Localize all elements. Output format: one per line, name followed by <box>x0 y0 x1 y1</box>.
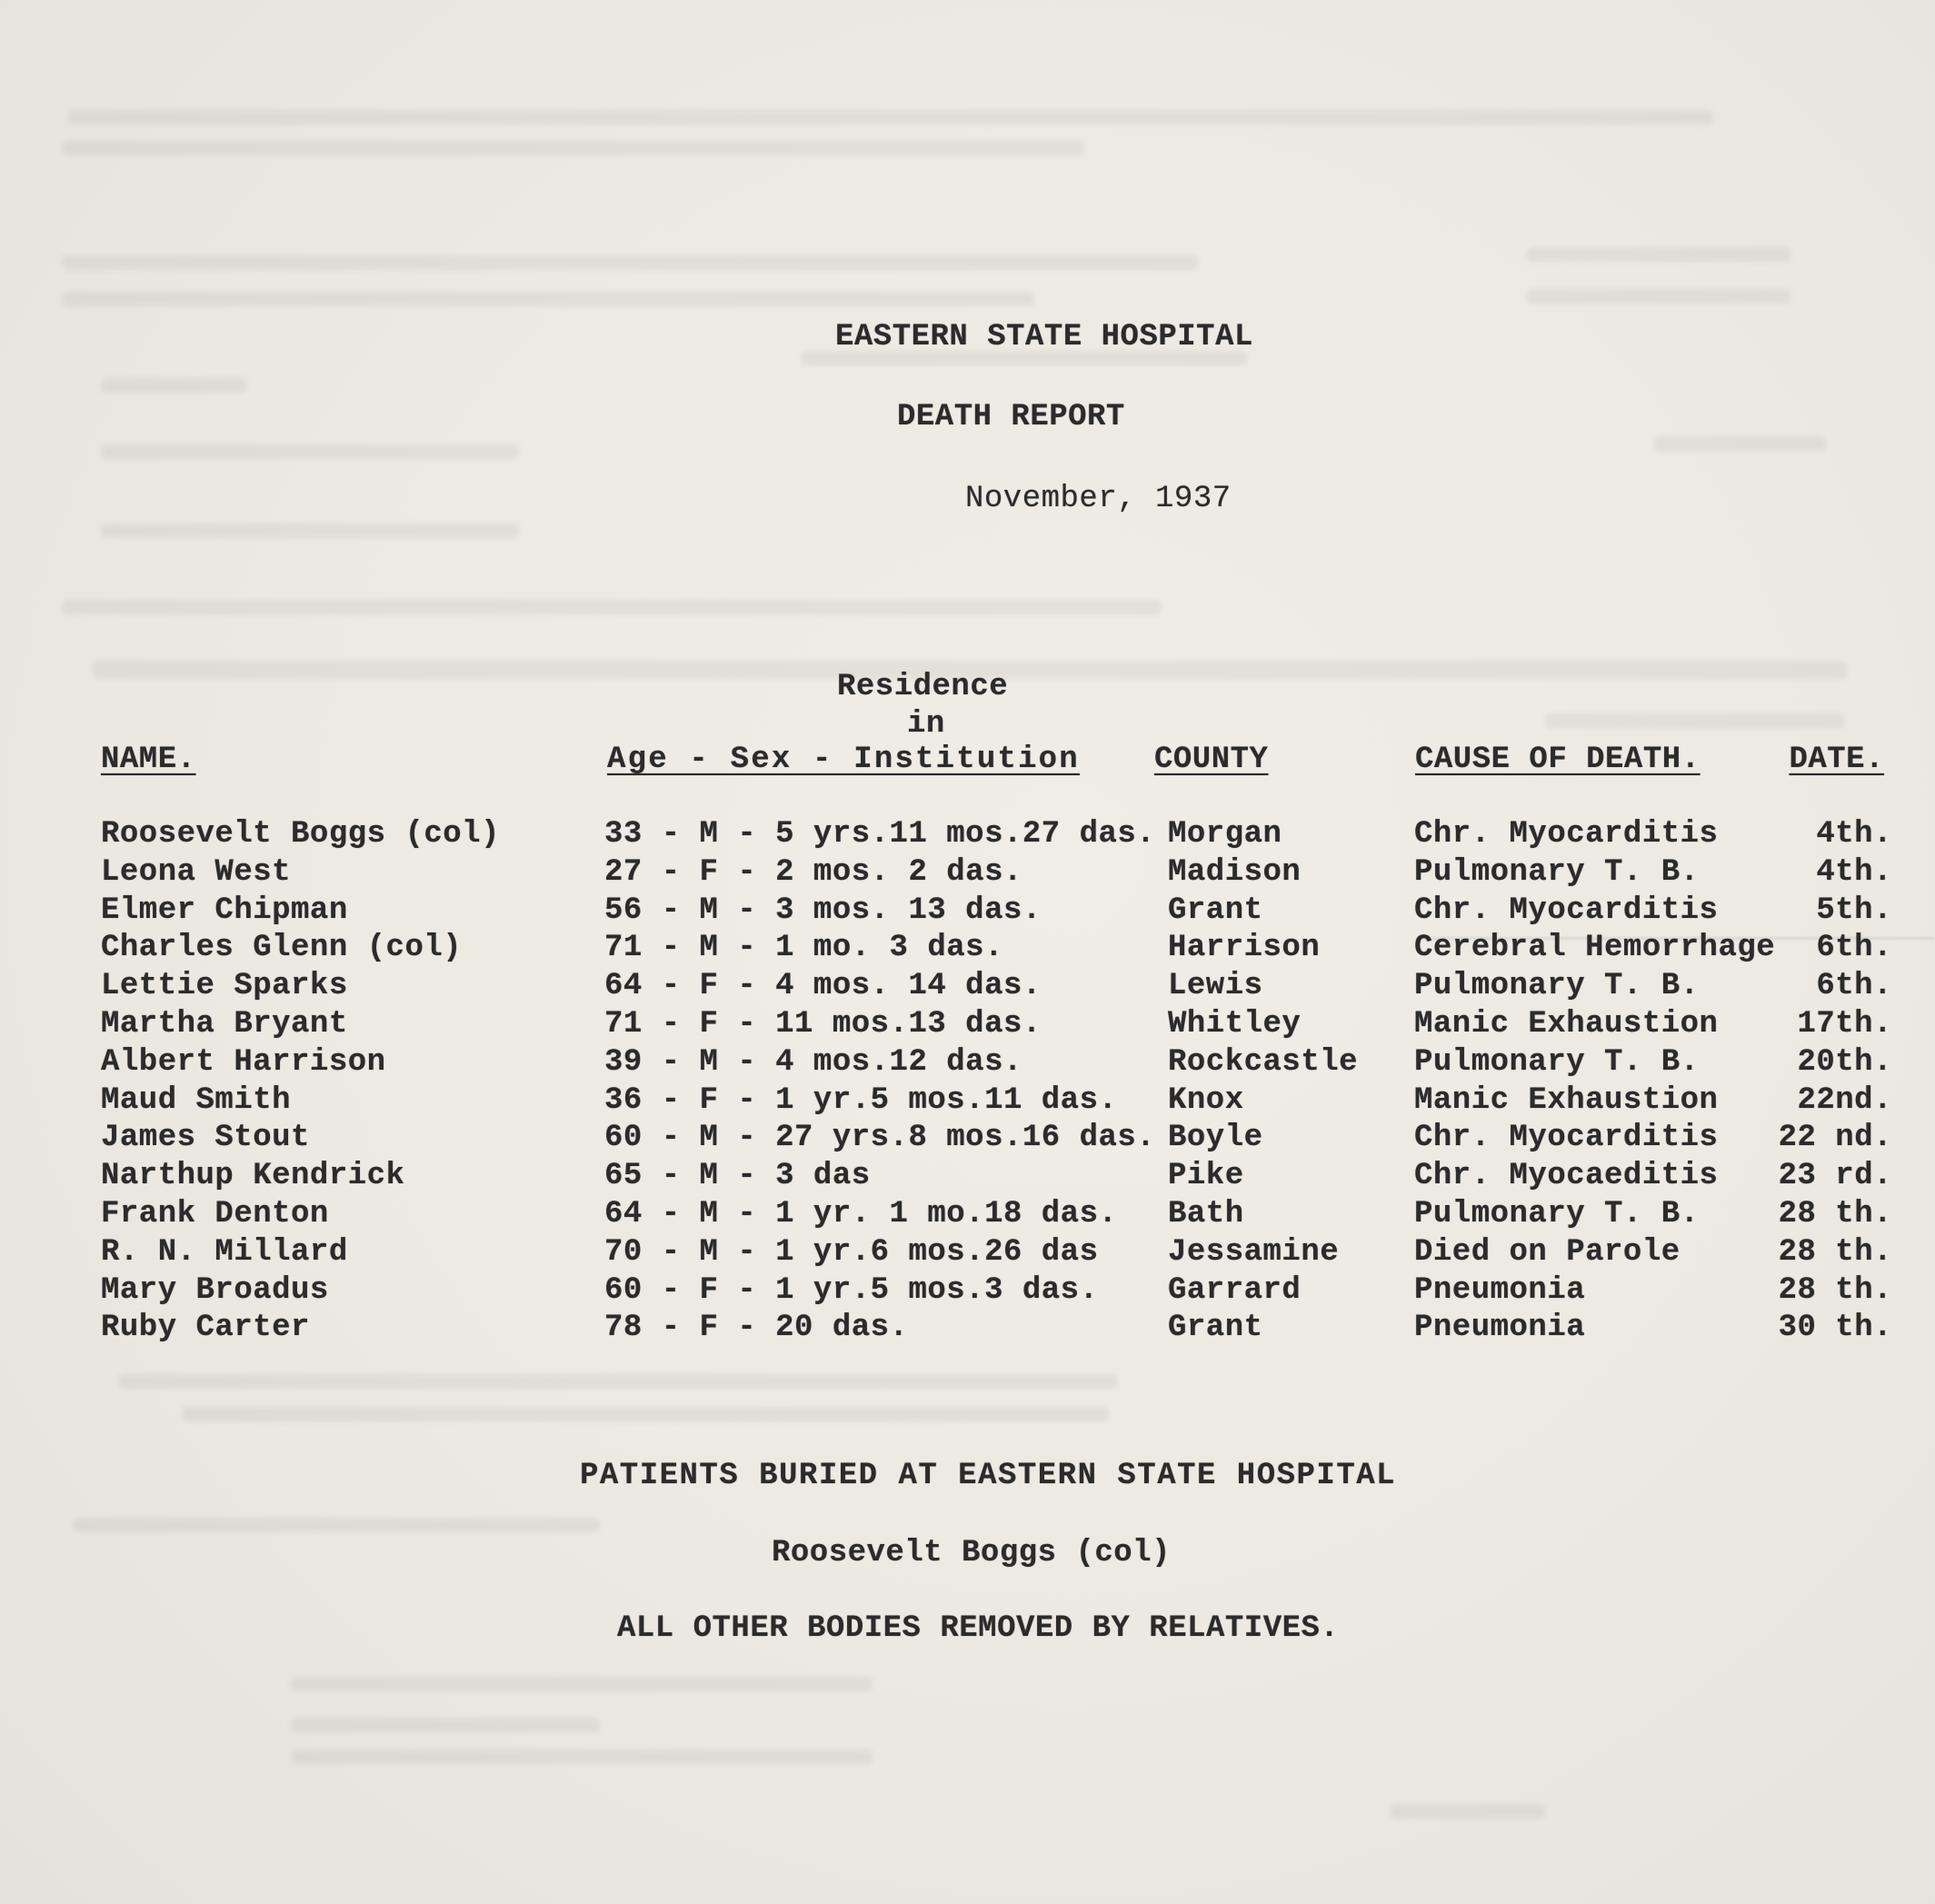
buried-heading: PATIENTS BURIED AT EASTERN STATE HOSPITAL <box>580 1459 1397 1493</box>
bleed-through-text <box>68 110 1713 125</box>
table-row <box>0 892 1935 930</box>
table-row <box>0 853 1935 892</box>
age-sex-residence: 64 - M - 1 yr. 1 mo.18 das. <box>604 1196 1118 1231</box>
patient-name: Albert Harrison <box>101 1044 386 1080</box>
date-of-death: 6th. <box>1816 931 1892 966</box>
county: Morgan <box>1168 817 1282 852</box>
date-of-death: 4th. <box>1816 817 1892 852</box>
date-of-death: 4th. <box>1816 854 1892 890</box>
buried-patient-name: Roosevelt Boggs (col) <box>772 1536 1171 1570</box>
age-sex-residence: 71 - F - 11 mos.13 das. <box>604 1006 1042 1042</box>
age-sex-residence: 27 - F - 2 mos. 2 das. <box>604 854 1022 890</box>
date-of-death: 28 th. <box>1778 1234 1892 1270</box>
bleed-through-text <box>182 1407 1109 1421</box>
date-of-death: 22nd. <box>1797 1082 1892 1118</box>
bleed-through-text <box>291 1718 600 1732</box>
county: Bath <box>1168 1196 1244 1231</box>
county: Pike <box>1168 1159 1244 1194</box>
header-age-sex-institution: Age - Sex - Institution <box>607 743 1080 777</box>
age-sex-residence: 65 - M - 3 das <box>604 1159 871 1194</box>
patient-name: Maud Smith <box>101 1082 292 1118</box>
table-row <box>0 1005 1935 1043</box>
bleed-through-text <box>73 1518 600 1532</box>
cause-of-death: Pneumonia <box>1414 1272 1586 1308</box>
cause-of-death: Chr. Myocarditis <box>1414 1121 1719 1156</box>
table-row <box>0 1043 1935 1082</box>
bleed-through-text <box>1654 436 1827 451</box>
header-cause-of-death: CAUSE OF DEATH. <box>1415 743 1701 777</box>
age-sex-residence: 70 - M - 1 yr.6 mos.26 das <box>604 1234 1099 1270</box>
bleed-through-text <box>291 1749 873 1764</box>
cause-of-death: Pulmonary T. B. <box>1414 969 1700 1004</box>
date-of-death: 30 th. <box>1778 1311 1892 1346</box>
date-of-death: 6th. <box>1816 969 1892 1004</box>
report-period: November, 1937 <box>965 482 1232 516</box>
age-sex-residence: 36 - F - 1 yr.5 mos.11 das. <box>604 1082 1118 1118</box>
removed-by-relatives-note: ALL OTHER BODIES REMOVED BY RELATIVES. <box>617 1611 1340 1646</box>
death-report-table <box>0 815 1935 1347</box>
header-county: COUNTY <box>1154 743 1269 777</box>
bleed-through-text <box>62 292 1034 306</box>
date-of-death: 28 th. <box>1778 1196 1892 1231</box>
bleed-through-text <box>1545 713 1845 728</box>
table-row <box>0 967 1935 1005</box>
cause-of-death: Died on Parole <box>1414 1234 1681 1270</box>
county: Rockcastle <box>1168 1044 1359 1080</box>
patient-name: Lettie Sparks <box>101 969 348 1004</box>
table-row <box>0 929 1935 967</box>
bleed-through-text <box>291 1677 873 1691</box>
county: Boyle <box>1168 1121 1263 1156</box>
cause-of-death: Manic Exhaustion <box>1414 1082 1719 1118</box>
county: Knox <box>1168 1082 1244 1118</box>
patient-name: Leona West <box>101 854 292 890</box>
age-sex-residence: 60 - M - 27 yrs.8 mos.16 das. <box>604 1121 1156 1156</box>
patient-name: Roosevelt Boggs (col) <box>101 817 500 852</box>
county: Grant <box>1168 1311 1263 1346</box>
table-row <box>0 1233 1935 1271</box>
county: Grant <box>1168 892 1263 928</box>
bleed-through-text <box>101 523 519 538</box>
bleed-through-text <box>1527 289 1790 304</box>
header-date: DATE. <box>1789 743 1884 777</box>
patient-name: R. N. Millard <box>101 1234 348 1270</box>
patient-name: Martha Bryant <box>101 1006 348 1042</box>
age-sex-residence: 33 - M - 5 yrs.11 mos.27 das. <box>604 817 1156 852</box>
cause-of-death: Manic Exhaustion <box>1414 1006 1719 1042</box>
table-row <box>0 1119 1935 1157</box>
age-sex-residence: 56 - M - 3 mos. 13 das. <box>604 892 1042 928</box>
date-of-death: 28 th. <box>1778 1272 1892 1308</box>
date-of-death: 22 nd. <box>1778 1121 1892 1156</box>
age-sex-residence: 78 - F - 20 das. <box>604 1311 909 1346</box>
bleed-through-text <box>62 141 1084 155</box>
date-of-death: 17th. <box>1797 1006 1892 1042</box>
cause-of-death: Pulmonary T. B. <box>1414 1196 1700 1231</box>
date-of-death: 5th. <box>1816 892 1892 928</box>
age-sex-residence: 39 - M - 4 mos.12 das. <box>604 1044 1022 1080</box>
header-residence-line2: in <box>907 707 945 742</box>
cause-of-death: Pulmonary T. B. <box>1414 854 1700 890</box>
cause-of-death: Pulmonary T. B. <box>1414 1044 1700 1080</box>
age-sex-residence: 71 - M - 1 mo. 3 das. <box>604 931 1003 966</box>
cause-of-death: Chr. Myocarditis <box>1414 817 1719 852</box>
patient-name: Elmer Chipman <box>101 892 348 928</box>
patient-name: Charles Glenn (col) <box>101 931 463 966</box>
cause-of-death: Cerebral Hemorrhage <box>1414 931 1776 966</box>
header-name: NAME. <box>101 743 196 777</box>
county: Harrison <box>1168 931 1321 966</box>
county: Whitley <box>1168 1006 1302 1042</box>
bleed-through-text <box>118 1374 1118 1389</box>
institution-title: EASTERN STATE HOSPITAL <box>835 320 1253 354</box>
patient-name: Narthup Kendrick <box>101 1159 405 1194</box>
age-sex-residence: 64 - F - 4 mos. 14 das. <box>604 969 1042 1004</box>
patient-name: James Stout <box>101 1121 310 1156</box>
county: Madison <box>1168 854 1302 890</box>
age-sex-residence: 60 - F - 1 yr.5 mos.3 das. <box>604 1272 1099 1308</box>
bleed-through-text <box>1391 1804 1545 1819</box>
patient-name: Ruby Carter <box>101 1311 310 1346</box>
cause-of-death: Pneumonia <box>1414 1311 1586 1346</box>
bleed-through-text <box>1527 247 1790 262</box>
county: Garrard <box>1168 1272 1302 1308</box>
table-row <box>0 1309 1935 1347</box>
date-of-death: 20th. <box>1797 1044 1892 1080</box>
cause-of-death: Chr. Myocarditis <box>1414 892 1719 928</box>
bleed-through-text <box>62 255 1198 270</box>
table-row <box>0 815 1935 853</box>
county: Lewis <box>1168 969 1263 1004</box>
report-title: DEATH REPORT <box>897 400 1125 434</box>
table-row <box>0 1082 1935 1120</box>
table-row <box>0 1271 1935 1310</box>
patient-name: Frank Denton <box>101 1196 329 1231</box>
county: Jessamine <box>1168 1234 1340 1270</box>
table-row <box>0 1157 1935 1195</box>
date-of-death: 23 rd. <box>1778 1159 1892 1194</box>
patient-name: Mary Broadus <box>101 1272 329 1308</box>
table-row <box>0 1195 1935 1233</box>
header-residence-line1: Residence <box>837 670 1009 704</box>
bleed-through-text <box>101 378 246 393</box>
bleed-through-text <box>101 444 519 459</box>
cause-of-death: Chr. Myocaeditis <box>1414 1159 1719 1194</box>
bleed-through-text <box>62 600 1162 614</box>
